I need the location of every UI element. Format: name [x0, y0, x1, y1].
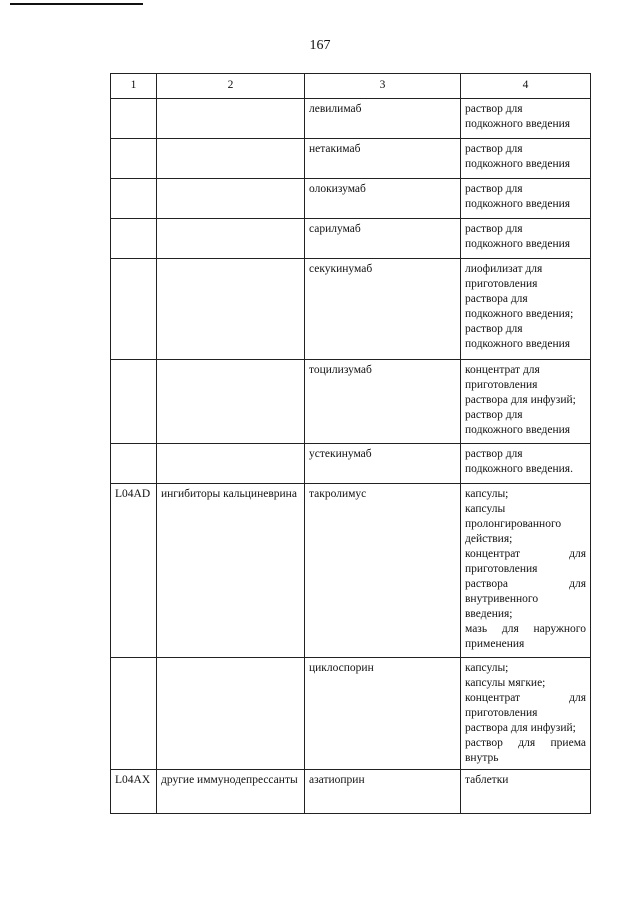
cell-col-2 — [157, 658, 305, 770]
dosage-form-line: применения — [465, 638, 525, 650]
table-body — [111, 99, 591, 814]
table-row — [111, 444, 591, 484]
dosage-form-line: раствор для — [465, 143, 523, 155]
dosage-form-line: раствор для — [465, 103, 523, 115]
dosage-form-line: подкожного введения — [465, 158, 571, 170]
dosage-form-line: лиофилизат для — [465, 263, 543, 275]
cell-col-1 — [111, 444, 157, 484]
dosage-form-line: пролонгированного — [465, 518, 562, 530]
dosage-form-line: капсулы; — [465, 488, 509, 500]
column-header-2: 2 — [157, 74, 305, 99]
dosage-form-line: раствор для — [465, 183, 523, 195]
cell-col-4 — [461, 139, 591, 179]
table-row — [111, 139, 591, 179]
dosage-form-line: концентрат для — [465, 364, 540, 376]
cell-col-3: нетакимаб — [305, 139, 461, 179]
cell-col-2 — [157, 139, 305, 179]
cell-col-1 — [111, 179, 157, 219]
cell-col-4 — [461, 444, 591, 484]
dosage-form-line: раствора для инфузий; — [465, 394, 576, 406]
cell-col-3: тоцилизумаб — [305, 360, 461, 444]
cell-col-1 — [111, 360, 157, 444]
column-header-4: 4 — [461, 74, 591, 99]
dosage-form-line: мазь для наружного — [465, 623, 586, 635]
dosage-form-line: подкожного введения. — [465, 463, 573, 475]
dosage-form-line: капсулы — [465, 503, 506, 515]
header-rule — [10, 3, 143, 5]
column-header-1: 1 — [111, 74, 157, 99]
dosage-form-line: раствора для — [465, 578, 586, 590]
cell-col-3: секукинумаб — [305, 259, 461, 360]
cell-col-1 — [111, 219, 157, 259]
dosage-form-line: концентрат для — [465, 692, 586, 704]
dosage-form-line: внутривенного — [465, 593, 539, 605]
dosage-form-line: приготовления — [465, 563, 538, 575]
cell-col-3: олокизумаб — [305, 179, 461, 219]
table-header-row — [111, 74, 591, 99]
dosage-form-line: введения; — [465, 608, 513, 620]
cell-col-2 — [157, 99, 305, 139]
dosage-form-line: раствор для — [465, 223, 523, 235]
cell-col-2 — [157, 360, 305, 444]
dosage-form-line: подкожного введения — [465, 424, 571, 436]
cell-col-4 — [461, 484, 591, 658]
page-number: 167 — [309, 38, 331, 53]
dosage-form-line: раствор для — [465, 323, 523, 335]
cell-col-3: левилимаб — [305, 99, 461, 139]
dosage-form-line: капсулы мягкие; — [465, 677, 546, 689]
dosage-form-line: подкожного введения — [465, 338, 571, 350]
dosage-form-line: приготовления — [465, 278, 538, 290]
dosage-form-line: концентрат для — [465, 548, 586, 560]
table-row — [111, 179, 591, 219]
dosage-form-line: раствора для — [465, 293, 528, 305]
dosage-form-line: капсулы; — [465, 662, 509, 674]
cell-col-1 — [111, 259, 157, 360]
dosage-form-line: внутрь — [465, 752, 499, 764]
cell-col-4 — [461, 360, 591, 444]
table-row — [111, 770, 591, 814]
dosage-form-line: подкожного введения — [465, 238, 571, 250]
dosage-form-line: раствор для — [465, 409, 523, 421]
cell-col-4 — [461, 99, 591, 139]
cell-col-4 — [461, 658, 591, 770]
dosage-form-line: приготовления — [465, 379, 538, 391]
cell-col-2 — [157, 259, 305, 360]
cell-col-2 — [157, 219, 305, 259]
dosage-form-line: подкожного введения; — [465, 308, 574, 320]
cell-col-1: L04AD — [111, 484, 157, 658]
table-row — [111, 259, 591, 360]
cell-col-4 — [461, 219, 591, 259]
cell-col-3: азатиоприн — [305, 770, 461, 814]
dosage-form-line: подкожного введения — [465, 118, 571, 130]
drug-table — [110, 73, 591, 814]
dosage-form-line: подкожного введения — [465, 198, 571, 210]
cell-col-1 — [111, 658, 157, 770]
table-row — [111, 99, 591, 139]
cell-col-1: L04AX — [111, 770, 157, 814]
column-header-3: 3 — [305, 74, 461, 99]
cell-col-1 — [111, 139, 157, 179]
cell-col-3: циклоспорин — [305, 658, 461, 770]
table-row — [111, 484, 591, 658]
cell-col-3: такролимус — [305, 484, 461, 658]
table-row — [111, 360, 591, 444]
dosage-form-line: раствор для — [465, 448, 523, 460]
cell-col-2 — [157, 179, 305, 219]
table-row — [111, 658, 591, 770]
dosage-form-line: приготовления — [465, 707, 538, 719]
cell-col-4 — [461, 259, 591, 360]
cell-col-1 — [111, 99, 157, 139]
dosage-form-line: раствора для инфузий; — [465, 722, 576, 734]
cell-col-3: устекинумаб — [305, 444, 461, 484]
cell-col-2: другие иммунодепрессанты — [157, 770, 305, 814]
dosage-form-line: таблетки — [465, 774, 509, 786]
cell-col-2: ингибиторы кальциневрина — [157, 484, 305, 658]
dosage-form-line: действия; — [465, 533, 513, 545]
dosage-form-line: раствор для приема — [465, 737, 586, 749]
cell-col-3: сарилумаб — [305, 219, 461, 259]
cell-col-4 — [461, 770, 591, 814]
cell-col-2 — [157, 444, 305, 484]
table-row — [111, 219, 591, 259]
cell-col-4 — [461, 179, 591, 219]
